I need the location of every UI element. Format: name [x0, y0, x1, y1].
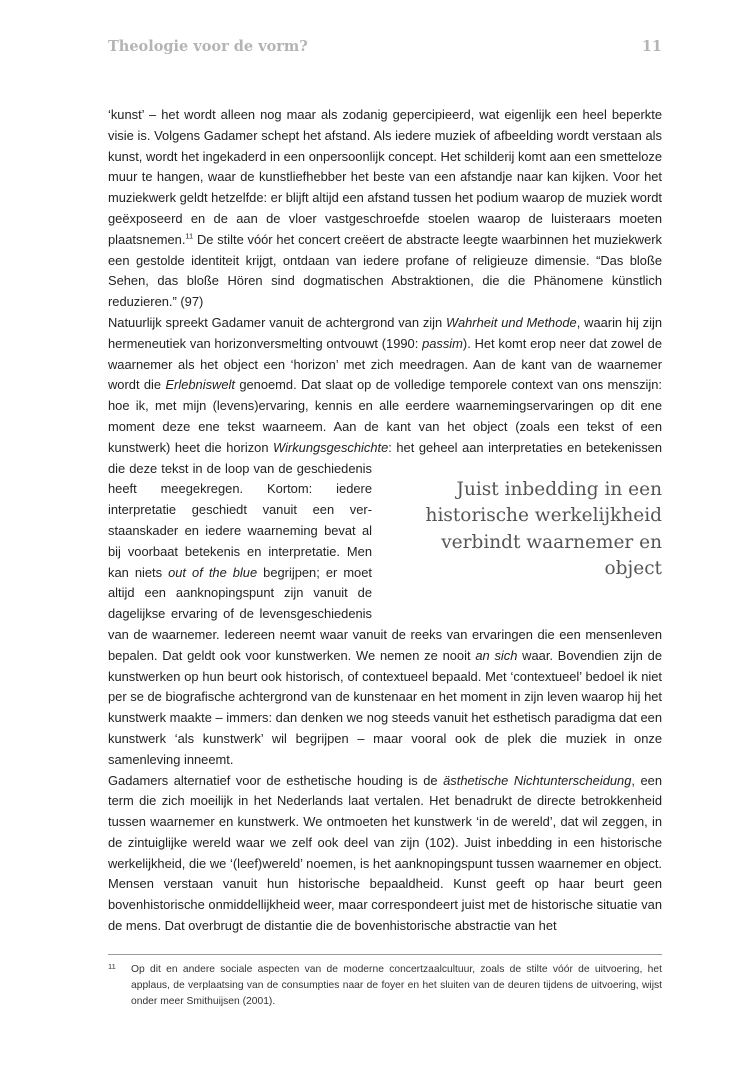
footnote-text: Op dit en andere sociale aspecten van de moderne concertzaalcultuur, zoals de stilte vóór de uitvoering, het applaus, de verplaatsing van de consumpties naar de foyer en het sluiten van de deuren tijdens de uitvoering, wijst onder meer Smithuijsen (2001).: [131, 964, 662, 1007]
main-text: [108, 105, 662, 937]
pull-quote: Juist inbedding in een historische werkelijkheid verbindt waarnemer en object: [425, 478, 662, 580]
footnote-ref[interactable]: 11: [185, 231, 194, 241]
footnote-number: 11: [108, 962, 116, 971]
footnote: [108, 962, 662, 1010]
footnote-divider: [108, 954, 662, 955]
running-header: [108, 38, 662, 55]
running-title: Theologie voor de vorm?: [108, 38, 308, 55]
paragraph-2: Natuurlijk spreekt Gadamer vanuit de achtergrond van zijn Wahrheit und Methode, waarin hij zijn hermeneutiek van horizonversmelting ontvouwt (1990: passim). Het komt erop neer dat zowel de waarnemer als het object een ‘horizon’ met zich meedragen. Aan de kant van de waarnemer wordt die Erlebniswelt genoemd. Dat slaat op de volledige temporele context van ons menszijn: hoe ik, met mijn (levens)ervaring, kennis en alle eerdere waarnemingservaringen op dit ene moment deze ene tekst waarneem. Aan de kant van het object (zoals een tekst of een kunstwerk) heet die horizon Wirkungsgeschichte Juist inbedding in een historische werkelijkheid verbindt waarnemer en object : het geheel aan interpretaties en betekenissen die deze tekst in de loop van de geschiedenis heeft meegekregen. Kortom: iedere interpretatie geschiedt vanuit een verstaanskader en iedere waarneming bevat al bij voorbaat betekenis en interpretatie. Men kan niets out of the blue begrijpen; er moet altijd een aanknopingspunt zijn vanuit de dagelijkse ervaring of de levensgeschiedenis van de waarnemer. Iedereen neemt waar vanuit de reeks van ervaringen die een mensenleven bepalen. Dat geldt ook voor kunstwerken. We nemen ze nooit an sich waar. Bovendien zijn de kunstwerken op hun beurt ook historisch, of contextueel bepaald. Met ‘contextueel’ bedoel ik niet per se de biografische achtergrond van de kunstenaar en het moment in zijn leven waarop hij het kunstwerk maakte – immers: dan denken we nog steeds vanuit het esthetisch paradigma dat een kunstwerk ‘als kunstwerk’ wil begrijpen – maar vooral ook de plek die muziek in onze samenleving inneemt.: [108, 314, 662, 767]
paragraph-3: Gadamers alternatief voor de esthetische houding is de ästhetische Nichtunterscheidung, een term die zich moeilijk in het Nederlands laat vertalen. Het benadrukt de directe betrokkenheid tussen waarnemer en kunstwerk. We ontmoeten het kunstwerk ‘in de wereld’, dat wil zeggen, in de zintuiglijke wereld waar we zelf ook deel van zijn (102). Juist inbedding in een historische werkelijkheid, die we ‘(leef)wereld’ noemen, is het aanknopingspunt tussen waarnemer en object. Mensen verstaan vanuit hun historische bepaaldheid. Kunst geeft op haar beurt geen bovenhistorische onmiddellijkheid weer, maar correspondeert juist met de historische situatie van de mens. Dat overbrugt de distantie die de bovenhistorische abstractie van het: [108, 772, 663, 934]
page-number: 11: [641, 38, 662, 55]
paragraph-1: ‘kunst’ – het wordt alleen nog maar als zodanig gepercipieerd, wat eigenlijk een heel beperkte visie is. Volgens Gadamer schept het afstand. Als iedere muziek of afbeelding wordt verstaan als kunst, wordt het ingekaderd in een onpersoonlijk concept. Het schilderij komt aan een smetteloze muur te hangen, waar de kunstliefhebber het beste van een afstandje naar kan kijken. Voor het muziekwerk geldt hetzelfde: er blijft altijd een afstand tussen het podium waarop de muziek wordt geëxposeerd en de aan de vloer vastgeschroefde stoelen waarop de luisteraars moeten plaatsnemen.$^{11}$ De stilte vóór het concert creëert de abstracte leegte waarbinnen het muziekwerk een gestolde identiteit krijgt, ontdaan van iedere profane of religieuze dimensie. “Das bloße Sehen, das bloße Hören sind dogmatischen Abstraktionen, die die Phänomene künstlich reduzieren.” (97): [108, 107, 662, 310]
